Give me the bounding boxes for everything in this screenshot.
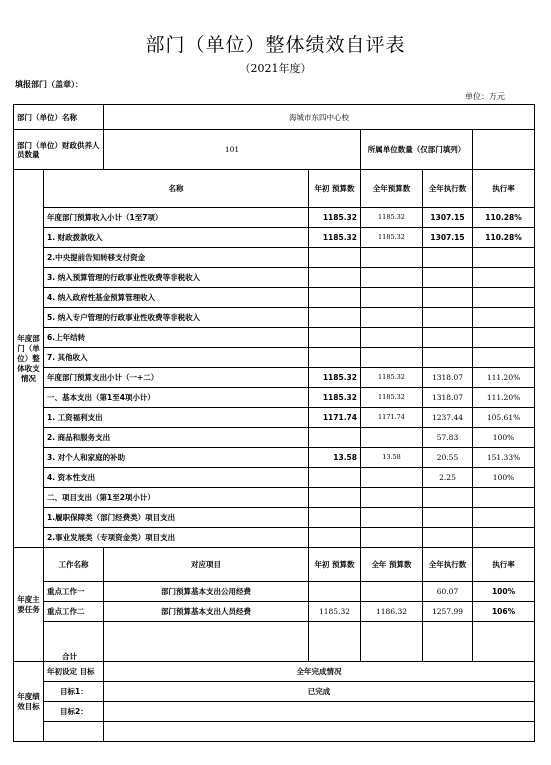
goal-row — [14, 682, 535, 702]
budget-initial — [309, 248, 361, 268]
budget-full — [361, 288, 423, 308]
budget-rate — [473, 268, 535, 288]
budget-header-name: 名称 — [44, 170, 309, 208]
budget-rate — [473, 528, 535, 548]
budget-rate — [473, 328, 535, 348]
tasks-header-exec: 全年执行数 — [423, 548, 473, 582]
task-initial: 1185.32 — [309, 602, 361, 622]
staff-value: 101 — [104, 130, 361, 170]
task-name: 重点工作一 — [44, 582, 104, 602]
budget-item-name: 5. 纳入专户管理的行政事业性收费等非税收入 — [44, 308, 309, 328]
budget-item-name: 1. 财政拨款收入 — [44, 228, 309, 248]
budget-exec: 1307.15 — [423, 208, 473, 228]
budget-full: 1185.32 — [361, 388, 423, 408]
budget-full — [361, 348, 423, 368]
tasks-total-cell — [309, 622, 361, 662]
budget-initial — [309, 328, 361, 348]
task-project: 部门预算基本支出公用经费 — [104, 582, 309, 602]
unit-name-row — [14, 105, 535, 130]
task-rate: 106% — [473, 602, 535, 622]
budget-exec — [423, 308, 473, 328]
budget-row — [14, 328, 535, 348]
staff-label: 部门（单位）财政供养人员数量 — [14, 130, 104, 170]
budget-exec — [423, 348, 473, 368]
budget-exec — [423, 288, 473, 308]
budget-exec — [423, 268, 473, 288]
budget-row — [14, 288, 535, 308]
budget-initial — [309, 268, 361, 288]
budget-rate: 151.33% — [473, 448, 535, 468]
filler-label: 填报部门（盖章）： — [15, 80, 83, 89]
budget-exec — [423, 248, 473, 268]
task-rate: 100% — [473, 582, 535, 602]
budget-item-name: 3. 对个人和家庭的补助 — [44, 448, 309, 468]
task-exec: 1257.99 — [423, 602, 473, 622]
tasks-total-cell — [473, 622, 535, 662]
unit-name-value: 海城市东四中心校 — [104, 105, 535, 130]
budget-exec: 1318.07 — [423, 368, 473, 388]
goals-header-right: 全年完成情况 — [104, 662, 535, 682]
budget-exec — [423, 328, 473, 348]
budget-full — [361, 268, 423, 288]
budget-header-full: 全年预算数 — [361, 170, 423, 208]
budget-item-name: 2. 商品和服务支出 — [44, 428, 309, 448]
budget-exec: 1307.15 — [423, 228, 473, 248]
task-full: 1186.32 — [361, 602, 423, 622]
budget-row — [14, 348, 535, 368]
budget-full — [361, 328, 423, 348]
budget-item-name: 1.履职保障类（部门经费类）项目支出 — [44, 508, 309, 528]
budget-item-name: 2.事业发展类（专项资金类）项目支出 — [44, 528, 309, 548]
budget-item-name: 年度部门预算收入小计（1至7项） — [44, 208, 309, 228]
budget-rate: 105.61% — [473, 408, 535, 428]
budget-rate: 110.28% — [473, 228, 535, 248]
tasks-total-cell — [423, 622, 473, 662]
goal-label: 目标1： — [44, 682, 104, 702]
budget-rate — [473, 508, 535, 528]
goal-row — [14, 722, 535, 742]
tasks-header-row — [14, 548, 535, 582]
budget-exec — [423, 508, 473, 528]
budget-row — [14, 248, 535, 268]
budget-row — [14, 228, 535, 248]
budget-item-name: 2.中央提前告知转移支付资金 — [44, 248, 309, 268]
budget-rate: 100% — [473, 428, 535, 448]
budget-header-initial: 年初 预算数 — [309, 170, 361, 208]
budget-row — [14, 488, 535, 508]
tasks-header-full: 全年 预算数 — [361, 548, 423, 582]
staff-row — [14, 130, 535, 170]
budget-full: 13.58 — [361, 448, 423, 468]
budget-item-name: 7. 其他收入 — [44, 348, 309, 368]
budget-rate: 111.20% — [473, 368, 535, 388]
budget-item-name: 年度部门预算支出小计（一+二） — [44, 368, 309, 388]
tasks-total-row — [14, 622, 535, 662]
goal-label: 目标2： — [44, 702, 104, 722]
budget-row — [14, 368, 535, 388]
goal-label — [44, 722, 104, 742]
tasks-header-initial: 年初 预算数 — [309, 548, 361, 582]
task-project: 部门预算基本支出人员经费 — [104, 602, 309, 622]
budget-full: 1185.32 — [361, 228, 423, 248]
budget-exec: 1237.44 — [423, 408, 473, 428]
goals-header-row — [14, 662, 535, 682]
budget-row — [14, 308, 535, 328]
tasks-total-label: 合计 — [44, 622, 104, 662]
evaluation-table — [13, 104, 535, 742]
budget-exec — [423, 488, 473, 508]
budget-initial: 13.58 — [309, 448, 361, 468]
budget-item-name: 4. 资本性支出 — [44, 468, 309, 488]
budget-initial — [309, 488, 361, 508]
budget-full — [361, 508, 423, 528]
task-name: 重点工作二 — [44, 602, 104, 622]
task-initial — [309, 582, 361, 602]
tasks-header-project: 对应项目 — [104, 548, 309, 582]
budget-row — [14, 508, 535, 528]
budget-initial — [309, 468, 361, 488]
budget-rate — [473, 288, 535, 308]
budget-item-name: 一、基本支出（第1至4项小计） — [44, 388, 309, 408]
budget-initial — [309, 288, 361, 308]
unit-name-label: 部门（单位）名称 — [14, 105, 104, 130]
budget-full: 1185.32 — [361, 208, 423, 228]
budget-rate: 111.20% — [473, 388, 535, 408]
budget-rate: 110.28% — [473, 208, 535, 228]
budget-row — [14, 528, 535, 548]
budget-item-name: 二、项目支出（第1至2项小计） — [44, 488, 309, 508]
tasks-header-rate: 执行率 — [473, 548, 535, 582]
budget-rate — [473, 308, 535, 328]
budget-rate — [473, 248, 535, 268]
budget-initial: 1185.32 — [309, 208, 361, 228]
budget-full — [361, 308, 423, 328]
budget-row — [14, 448, 535, 468]
tasks-total-cell — [104, 622, 309, 662]
goal-value — [104, 702, 535, 722]
budget-initial: 1185.32 — [309, 368, 361, 388]
budget-row — [14, 408, 535, 428]
budget-full — [361, 248, 423, 268]
budget-rate: 100% — [473, 468, 535, 488]
tasks-header-name: 工作名称 — [44, 548, 104, 582]
budget-exec — [423, 528, 473, 548]
budget-exec: 1318.07 — [423, 388, 473, 408]
budget-full: 1171.74 — [361, 408, 423, 428]
task-row — [14, 602, 535, 622]
budget-exec: 20.55 — [423, 448, 473, 468]
task-row — [14, 582, 535, 602]
budget-initial: 1185.32 — [309, 228, 361, 248]
tasks-total-cell — [361, 622, 423, 662]
goal-value: 已完成 — [104, 682, 535, 702]
budget-item-name: 6.上年结转 — [44, 328, 309, 348]
page-title: 部门（单位）整体绩效自评表 — [145, 34, 406, 56]
goals-header-left: 年初设定 目标 — [44, 662, 104, 682]
budget-full — [361, 428, 423, 448]
budget-header-row — [14, 170, 535, 208]
subunits-value — [473, 130, 535, 170]
goals-section-label: 年度绩效目标 — [14, 662, 44, 742]
task-exec: 60.07 — [423, 582, 473, 602]
budget-initial: 1171.74 — [309, 408, 361, 428]
budget-header-rate: 执行率 — [473, 170, 535, 208]
budget-initial — [309, 428, 361, 448]
goal-value — [104, 722, 535, 742]
unit-label: 单位：万元 — [465, 92, 505, 101]
budget-header-exec: 全年执行数 — [423, 170, 473, 208]
tasks-section-label: 年度主要任务 — [14, 548, 44, 662]
budget-initial — [309, 308, 361, 328]
budget-initial — [309, 528, 361, 548]
budget-exec: 2.25 — [423, 468, 473, 488]
budget-row — [14, 428, 535, 448]
budget-rate — [473, 348, 535, 368]
budget-item-name: 4. 纳入政府性基金预算管理收入 — [44, 288, 309, 308]
subunits-label: 所属单位数量（仅部门填列） — [361, 130, 473, 170]
budget-rate — [473, 488, 535, 508]
budget-row — [14, 208, 535, 228]
budget-row — [14, 388, 535, 408]
budget-initial: 1185.32 — [309, 388, 361, 408]
budget-item-name: 3. 纳入预算管理的行政事业性收费等非税收入 — [44, 268, 309, 288]
task-full — [361, 582, 423, 602]
budget-item-name: 1. 工资福利支出 — [44, 408, 309, 428]
budget-row — [14, 468, 535, 488]
budget-exec: 57.83 — [423, 428, 473, 448]
budget-full: 1185.32 — [361, 368, 423, 388]
budget-initial — [309, 508, 361, 528]
goal-row — [14, 702, 535, 722]
budget-full — [361, 488, 423, 508]
budget-full — [361, 528, 423, 548]
budget-row — [14, 268, 535, 288]
budget-section-label: 年度部门（单位）整体收支情况 — [14, 170, 44, 548]
report-year: （2021年度） — [239, 62, 312, 75]
budget-full — [361, 468, 423, 488]
budget-initial — [309, 348, 361, 368]
